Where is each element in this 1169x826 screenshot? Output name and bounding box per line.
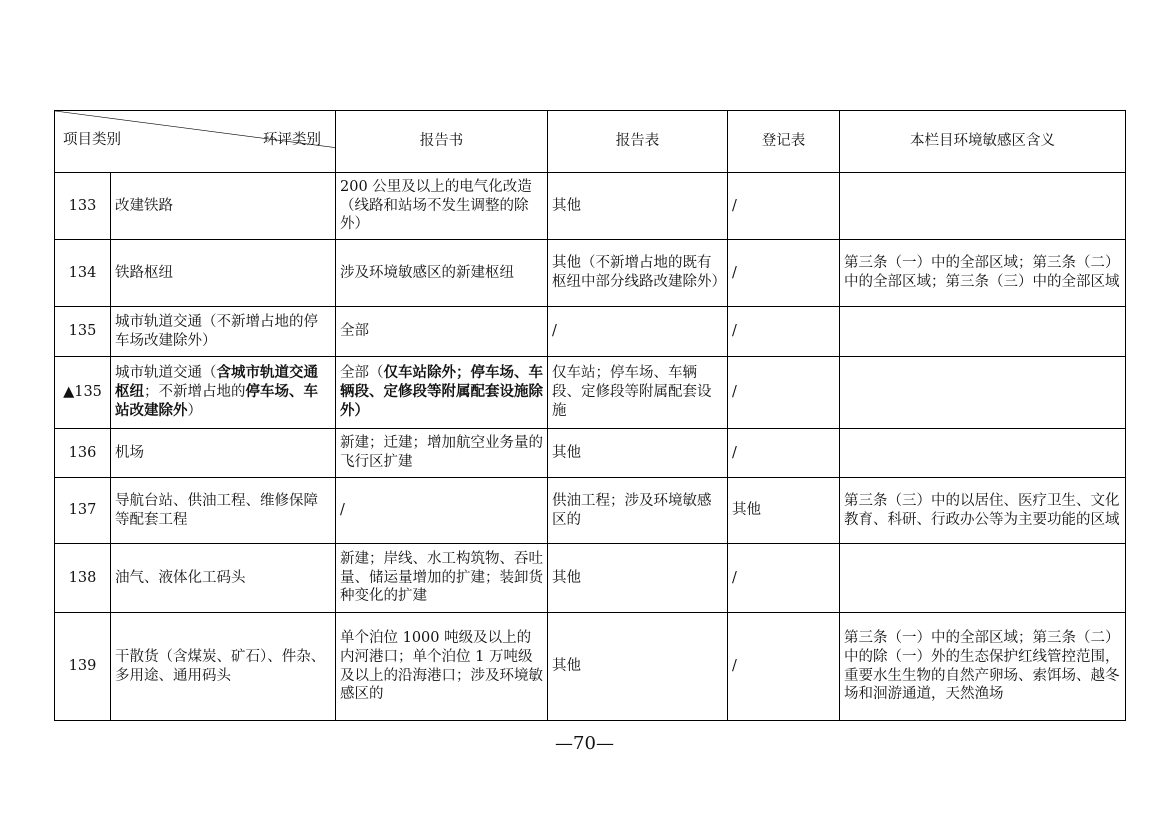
sensitive-area-cell — [840, 307, 1126, 357]
project-category: 机场 — [111, 429, 336, 478]
category-text: 城市轨道交通（ — [115, 365, 217, 382]
report-book-cell: 新建；迁建；增加航空业务量的飞行区扩建 — [336, 429, 548, 478]
report-form-cell: / — [548, 307, 728, 357]
environmental-assessment-table — [54, 110, 1126, 721]
report-form-header: 报告表 — [548, 111, 728, 173]
project-category: 油气、液体化工码头 — [111, 544, 336, 613]
row-number: 136 — [55, 429, 111, 478]
report-form-cell: 其他 — [548, 173, 728, 240]
registration-header: 登记表 — [728, 111, 840, 173]
table-row — [55, 173, 1126, 240]
header-row — [55, 111, 1126, 173]
category-text: ；不新增占地的 — [144, 384, 246, 401]
row-number: 133 — [55, 173, 111, 240]
project-category-header: 项目类别 — [63, 132, 121, 148]
project-category — [111, 357, 336, 429]
registration-cell: / — [728, 544, 840, 613]
row-number: ▲135 — [55, 357, 111, 429]
report-book-bold-text: 仅车站除外；停车场、车辆段、定修段等附属配套设施除外） — [340, 364, 543, 419]
table-row — [55, 240, 1126, 307]
row-number: 139 — [55, 613, 111, 721]
report-form-cell: 仅车站；停车场、车辆段、定修段等附属配套设施 — [548, 357, 728, 429]
report-form-cell: 供油工程；涉及环境敏感区的 — [548, 478, 728, 544]
sensitive-area-header: 本栏目环境敏感区含义 — [840, 111, 1126, 173]
eia-category-header: 环评类别 — [263, 132, 321, 148]
sensitive-area-cell: 第三条（一）中的全部区域；第三条（二）中的除（一）外的生态保护红线管控范围，重要水生生物的自然产卵场、索饵场、越冬场和洄游通道，天然渔场 — [840, 613, 1126, 721]
category-bold-text: 停车场、车站改建除外 — [115, 383, 318, 419]
report-form-cell: 其他（不新增占地的既有枢纽中部分线路改建除外） — [548, 240, 728, 307]
sensitive-area-cell — [840, 173, 1126, 240]
project-category: 干散货（含煤炭、矿石）、件杂、多用途、通用码头 — [111, 613, 336, 721]
table-row — [55, 357, 1126, 429]
registration-cell: 其他 — [728, 478, 840, 544]
registration-cell: / — [728, 240, 840, 307]
table-row — [55, 429, 1126, 478]
report-book-header: 报告书 — [336, 111, 548, 173]
report-book-cell: 单个泊位 1000 吨级及以上的内河港口；单个泊位 1 万吨级及以上的沿海港口；涉及环境敏感区的 — [336, 613, 548, 721]
project-category: 改建铁路 — [111, 173, 336, 240]
report-book-cell: 全部 — [336, 307, 548, 357]
registration-cell: / — [728, 429, 840, 478]
registration-cell: / — [728, 307, 840, 357]
project-category: 铁路枢纽 — [111, 240, 336, 307]
table-row — [55, 307, 1126, 357]
report-book-cell: 200 公里及以上的电气化改造（线路和站场不发生调整的除外） — [336, 173, 548, 240]
diagonal-header-cell — [55, 111, 336, 173]
registration-cell: / — [728, 357, 840, 429]
row-number: 134 — [55, 240, 111, 307]
row-number: 137 — [55, 478, 111, 544]
report-form-cell: 其他 — [548, 613, 728, 721]
table-row — [55, 478, 1126, 544]
sensitive-area-cell — [840, 429, 1126, 478]
report-book-text: 全部（ — [340, 365, 384, 382]
report-book-cell: 涉及环境敏感区的新建枢纽 — [336, 240, 548, 307]
report-form-cell: 其他 — [548, 429, 728, 478]
sensitive-area-cell — [840, 357, 1126, 429]
report-book-cell — [336, 357, 548, 429]
table-row — [55, 544, 1126, 613]
row-number: 135 — [55, 307, 111, 357]
sensitive-area-cell — [840, 544, 1126, 613]
project-category: 导航台站、供油工程、维修保障等配套工程 — [111, 478, 336, 544]
project-category: 城市轨道交通（不新增占地的停车场改建除外） — [111, 307, 336, 357]
category-bold-text: 含城市轨道交通枢纽 — [115, 364, 318, 401]
report-form-cell: 其他 — [548, 544, 728, 613]
registration-cell: / — [728, 613, 840, 721]
table-row — [55, 613, 1126, 721]
sensitive-area-cell: 第三条（一）中的全部区域；第三条（二）中的全部区域；第三条（三）中的全部区域 — [840, 240, 1126, 307]
page-number: —70— — [555, 733, 614, 754]
row-number: 138 — [55, 544, 111, 613]
report-book-cell: 新建；岸线、水工构筑物、吞吐量、储运量增加的扩建；装卸货种变化的扩建 — [336, 544, 548, 613]
sensitive-area-cell: 第三条（三）中的以居住、医疗卫生、文化教育、科研、行政办公等为主要功能的区域 — [840, 478, 1126, 544]
category-text: ） — [187, 402, 202, 419]
report-book-cell: / — [336, 478, 548, 544]
registration-cell: / — [728, 173, 840, 240]
